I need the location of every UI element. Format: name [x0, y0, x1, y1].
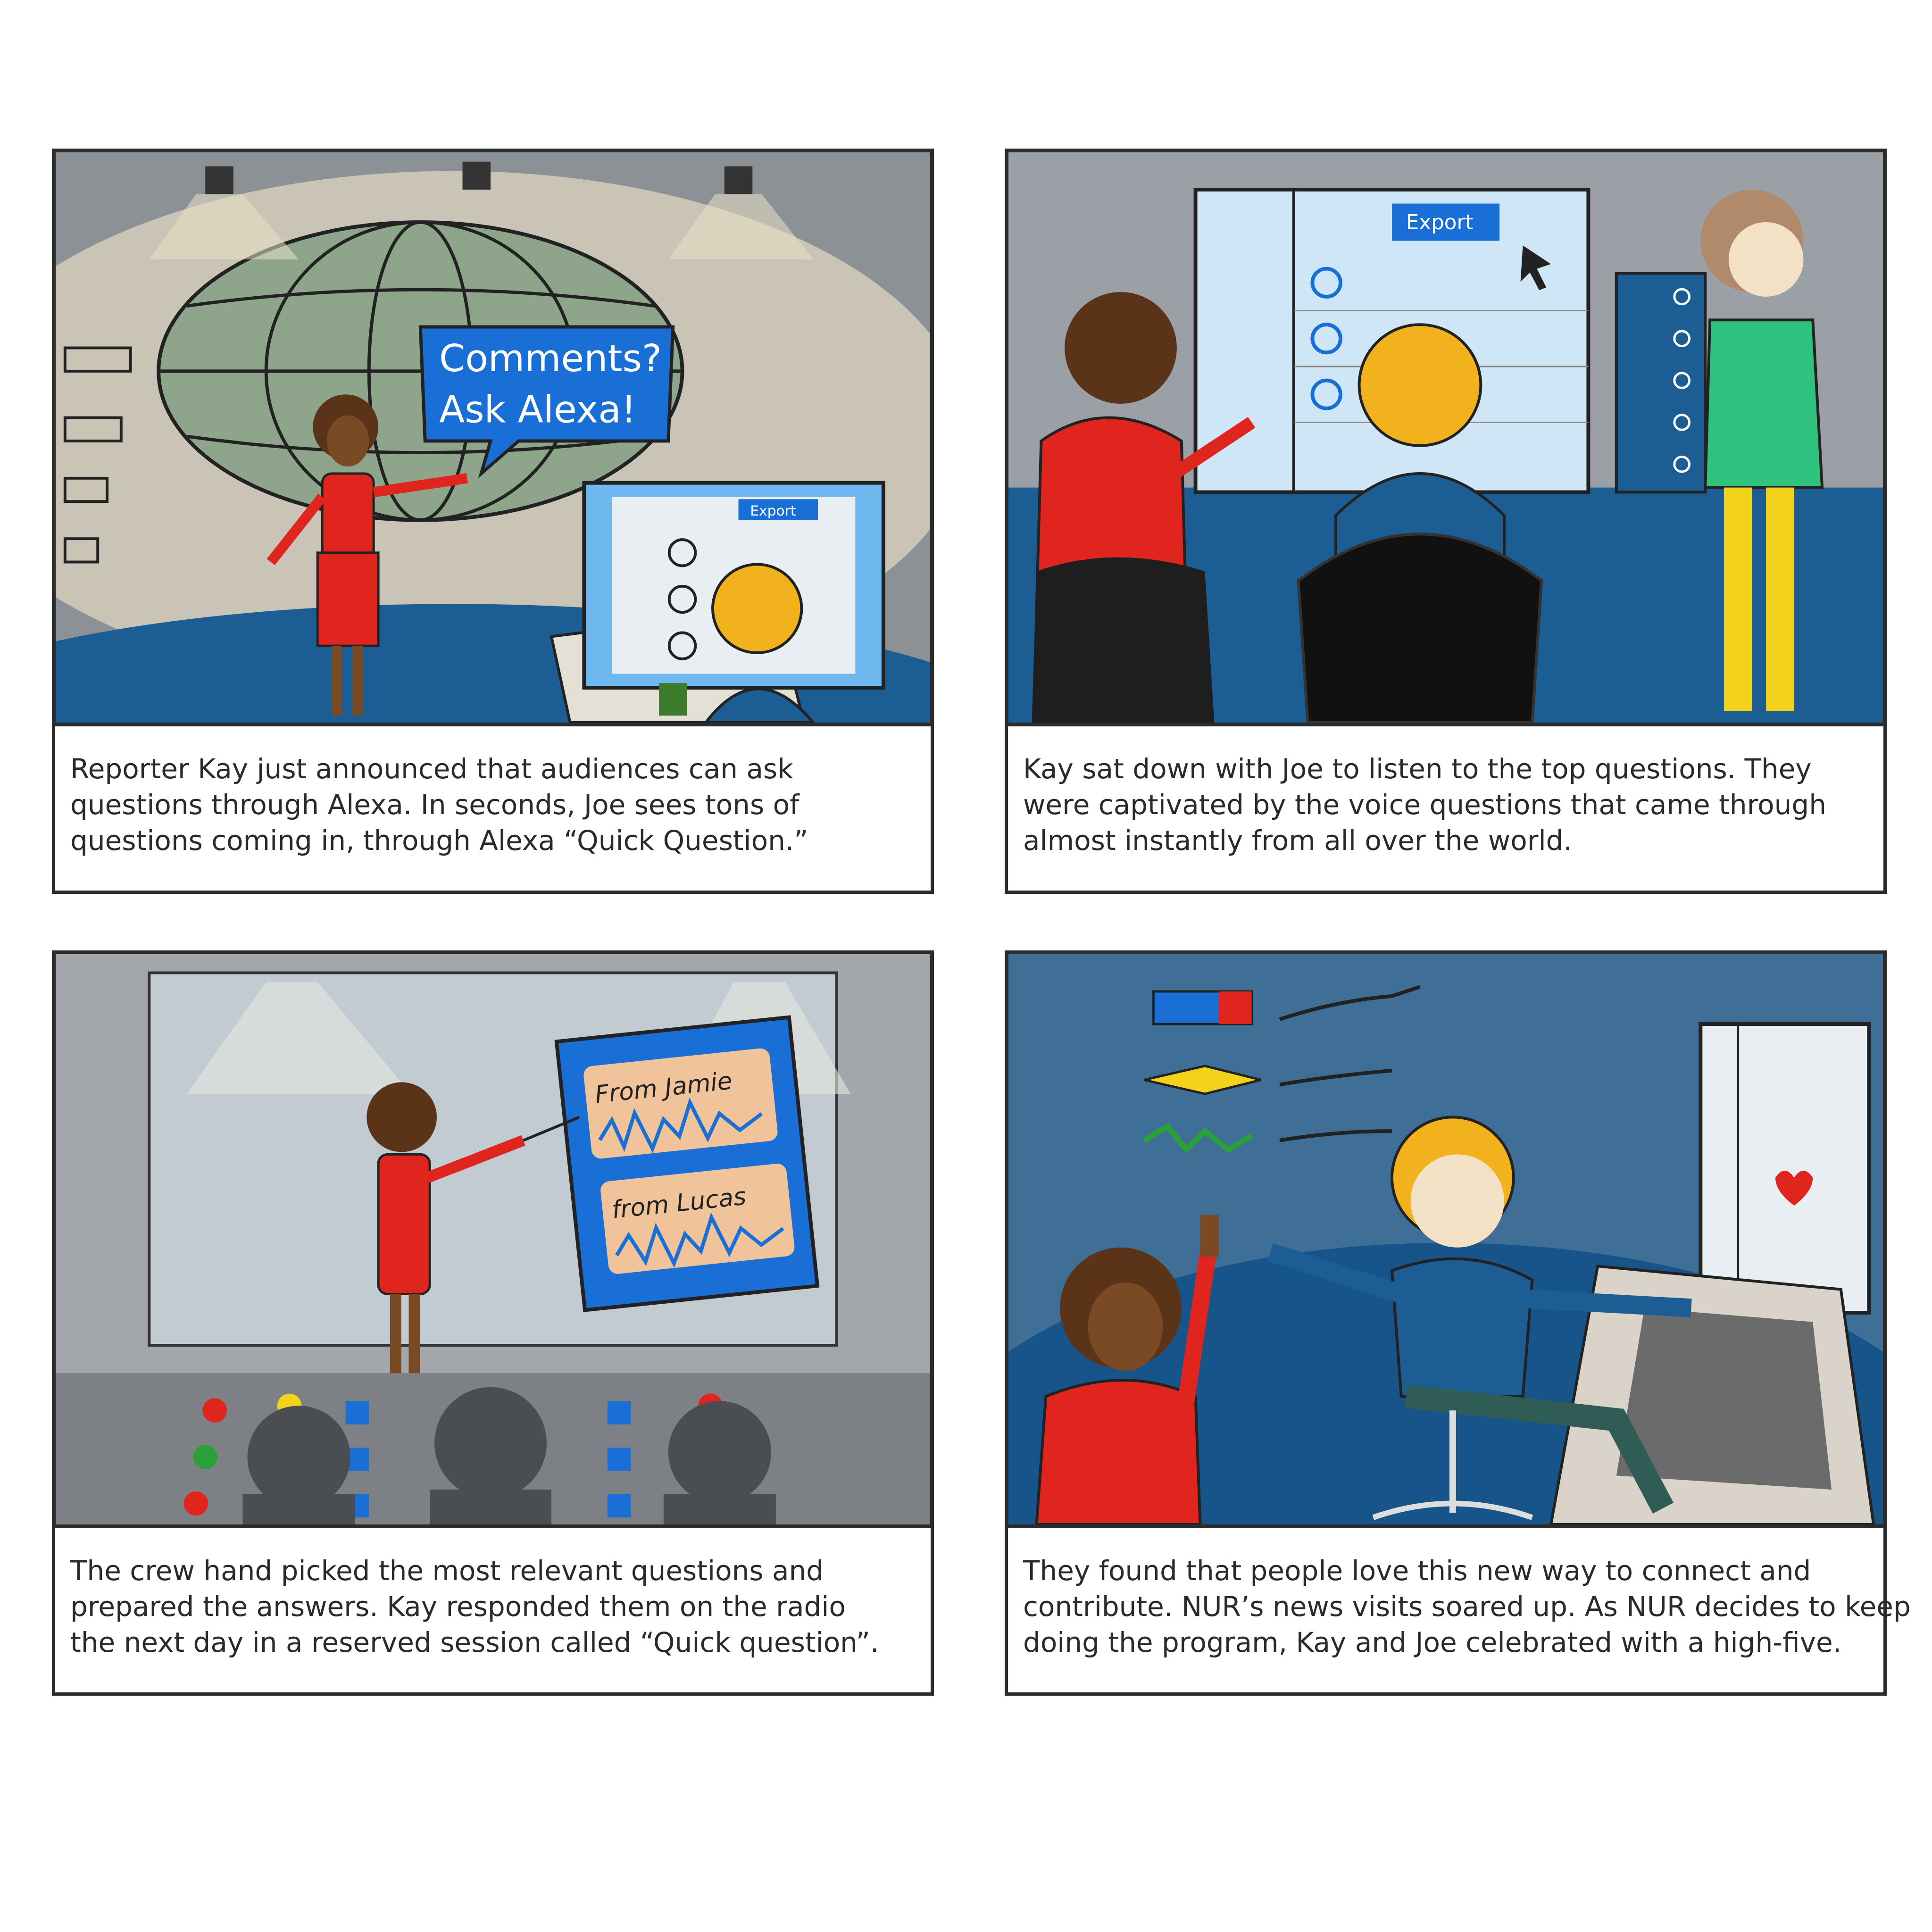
message-from-jamie: From Jamie	[593, 1066, 734, 1109]
panel-2-illustration	[1005, 149, 1887, 726]
broadcast-booth-scene	[56, 954, 930, 1524]
caption-line: prepared the answers. Kay responded them on the radio	[70, 1591, 846, 1623]
comic-panel-4	[1005, 950, 1911, 1696]
caption-line: almost instantly from all over the world.	[1023, 824, 1572, 857]
control-room-scene	[1008, 152, 1883, 723]
caption-line: The crew hand picked the most relevant questions and	[70, 1555, 824, 1587]
caption-line: the next day in a reserved session called “Quick question”.	[70, 1626, 879, 1658]
caption-line: Kay sat down with Joe to listen to the top questions. They	[1023, 753, 1812, 785]
question-board	[557, 1017, 817, 1310]
bubble-text-line-1: Comments?	[439, 337, 662, 380]
panel-1-caption	[52, 726, 934, 894]
panel-2-caption	[1005, 726, 1887, 894]
caption-line: questions through Alexa. In seconds, Joe sees tons of	[70, 789, 799, 821]
celebration-scene	[1008, 954, 1883, 1524]
studio-scene	[56, 152, 930, 723]
panel-3-caption	[52, 1528, 934, 1696]
bubble-text-line-2: Ask Alexa!	[439, 388, 636, 432]
caption-line: questions coming in, through Alexa “Quick Question.”	[70, 824, 808, 857]
caption-line: were captivated by the voice questions that came through	[1023, 789, 1826, 821]
panel-1-illustration	[52, 149, 934, 726]
server-rack	[1616, 274, 1705, 492]
panel-4-caption	[1005, 1528, 1911, 1696]
export-label: Export	[1406, 210, 1474, 234]
export-label: Export	[750, 502, 796, 519]
comic-panel-1	[52, 149, 934, 894]
comic-panel-3	[52, 950, 934, 1696]
caption-line: They found that people love this new way to connect and	[1023, 1555, 1811, 1587]
caption-line: contribute. NUR’s news visits soared up. As NUR decides to keep	[1023, 1591, 1911, 1623]
caption-line: Reporter Kay just announced that audiences can ask	[70, 753, 793, 785]
comic-panel-2	[1005, 149, 1887, 894]
panel-3-illustration	[52, 950, 934, 1528]
panel-4-illustration	[1005, 950, 1887, 1528]
message-from-lucas: from Lucas	[610, 1182, 748, 1224]
caption-line: doing the program, Kay and Joe celebrated with a high-five.	[1023, 1626, 1842, 1658]
